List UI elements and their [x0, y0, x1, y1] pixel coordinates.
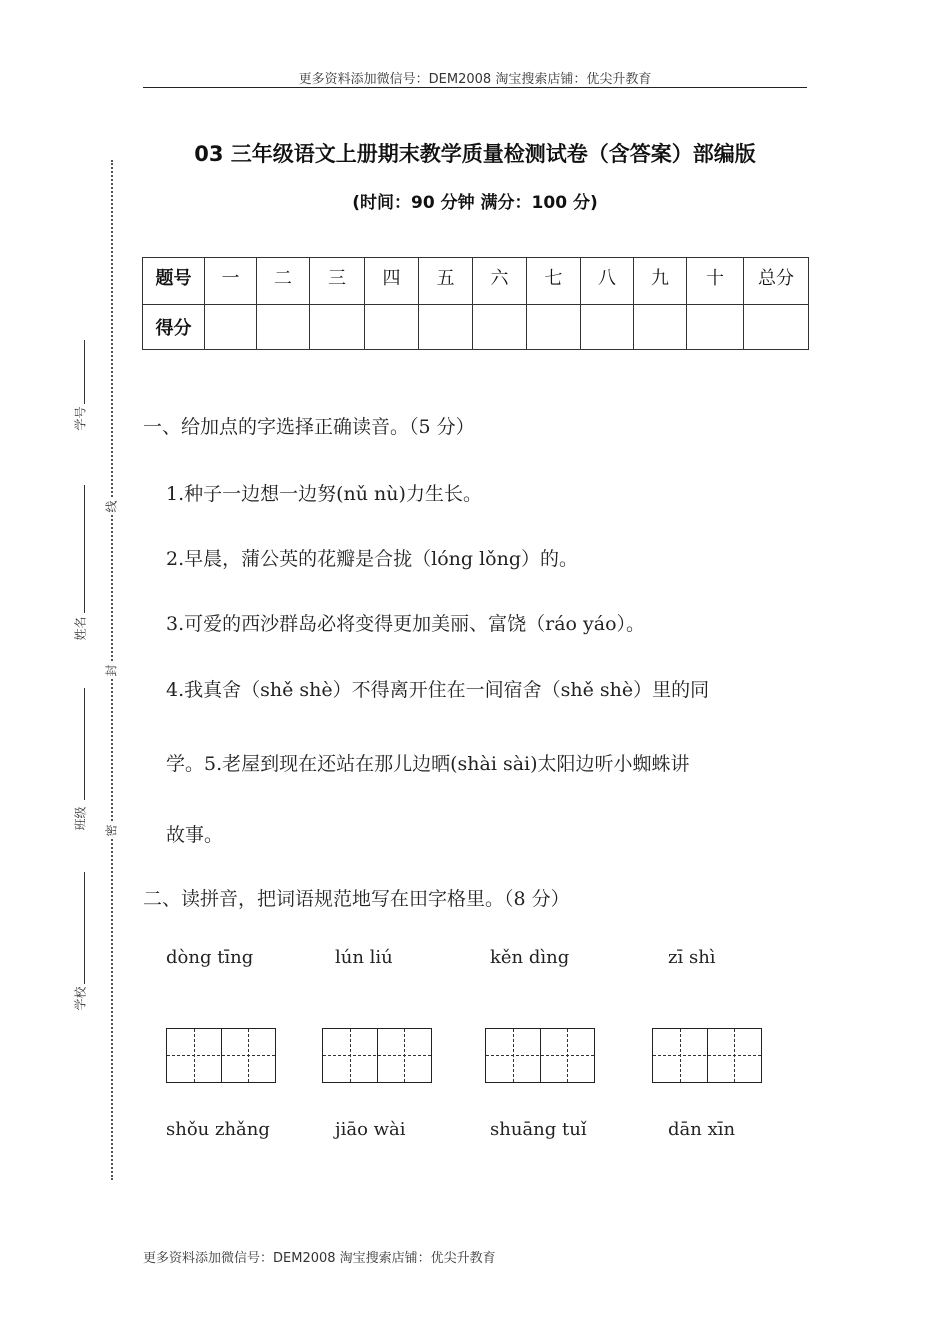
- pinyin-word: dòng tīng: [166, 947, 254, 968]
- section-2-heading: 二、读拼音，把词语规范地写在田字格里。（8 分）: [143, 888, 570, 910]
- score-cell[interactable]: [527, 305, 581, 350]
- pinyin-word: kěn dìng: [490, 947, 570, 968]
- question-item: 1.种子一边想一边努(nǔ nù)力生长。: [166, 483, 482, 505]
- name-blank: [84, 485, 85, 613]
- binding-mark-line: 线: [104, 500, 119, 513]
- question-item: 2.早晨，蒲公英的花瓣是合拢（lóng lǒng）的。: [166, 548, 578, 570]
- question-item: 故事。: [166, 824, 224, 846]
- table-cell: 七: [527, 258, 581, 305]
- score-cell[interactable]: [581, 305, 634, 350]
- table-cell: 五: [419, 258, 473, 305]
- table-cell: 四: [365, 258, 419, 305]
- table-cell: 八: [581, 258, 634, 305]
- section-1-heading: 一、给加点的字选择正确读音。（5 分）: [143, 416, 475, 438]
- table-cell: 题号: [143, 258, 205, 305]
- page-title: 03 三年级语文上册期末教学质量检测试卷（含答案）部编版: [194, 142, 756, 166]
- exam-time-score: (时间：90 分钟 满分：100 分): [352, 193, 598, 213]
- writing-grid[interactable]: [652, 1028, 762, 1083]
- pinyin-word: shuāng tuǐ: [490, 1119, 587, 1140]
- score-cell[interactable]: [744, 305, 809, 350]
- score-cell[interactable]: [687, 305, 744, 350]
- header-divider: [143, 87, 807, 88]
- score-table: [142, 257, 809, 350]
- question-item: 3.可爱的西沙群岛必将变得更加美丽、富饶（ráo yáo）。: [166, 613, 646, 635]
- table-cell: 得分: [143, 305, 205, 350]
- score-cell[interactable]: [257, 305, 310, 350]
- writing-grid[interactable]: [485, 1028, 595, 1083]
- table-cell: 二: [257, 258, 310, 305]
- score-table-score-row: [143, 305, 809, 350]
- table-cell: 十: [687, 258, 744, 305]
- label-student-id: 学号: [73, 406, 88, 431]
- pinyin-word: lún liú: [335, 947, 393, 968]
- score-cell[interactable]: [205, 305, 257, 350]
- pinyin-word: dān xīn: [668, 1119, 736, 1140]
- binding-mark-seal: 封: [104, 664, 119, 677]
- page-header: 更多资料添加微信号：DEM2008 淘宝搜索店铺：优尖升教育: [298, 72, 652, 87]
- score-cell[interactable]: [419, 305, 473, 350]
- score-cell[interactable]: [310, 305, 365, 350]
- label-name: 姓名: [73, 616, 88, 641]
- student-id-blank: [84, 340, 85, 404]
- score-cell[interactable]: [365, 305, 419, 350]
- score-cell[interactable]: [473, 305, 527, 350]
- label-class: 班级: [73, 806, 88, 831]
- binding-mark-secret: 密: [104, 824, 119, 837]
- table-cell: 三: [310, 258, 365, 305]
- page-footer: 更多资料添加微信号：DEM2008 淘宝搜索店铺：优尖升教育: [143, 1251, 496, 1266]
- question-item: 4.我真舍（shě shè）不得离开住在一间宿舍（shě shè）里的同: [166, 679, 710, 701]
- writing-grid[interactable]: [322, 1028, 432, 1083]
- table-cell: 九: [634, 258, 687, 305]
- school-blank: [84, 872, 85, 984]
- table-cell: 一: [205, 258, 257, 305]
- score-cell[interactable]: [634, 305, 687, 350]
- class-blank: [84, 688, 85, 800]
- pinyin-word: zī shì: [668, 947, 716, 968]
- label-school: 学校: [73, 986, 88, 1011]
- table-cell: 六: [473, 258, 527, 305]
- question-item: 学。5.老屋到现在还站在那儿边晒(shài sài)太阳边听小蜘蛛讲: [166, 753, 690, 775]
- table-cell: 总分: [744, 258, 809, 305]
- pinyin-word: shǒu zhǎng: [166, 1119, 270, 1140]
- writing-grid[interactable]: [166, 1028, 276, 1083]
- score-table-header-row: [143, 258, 809, 305]
- pinyin-word: jiāo wài: [335, 1119, 406, 1140]
